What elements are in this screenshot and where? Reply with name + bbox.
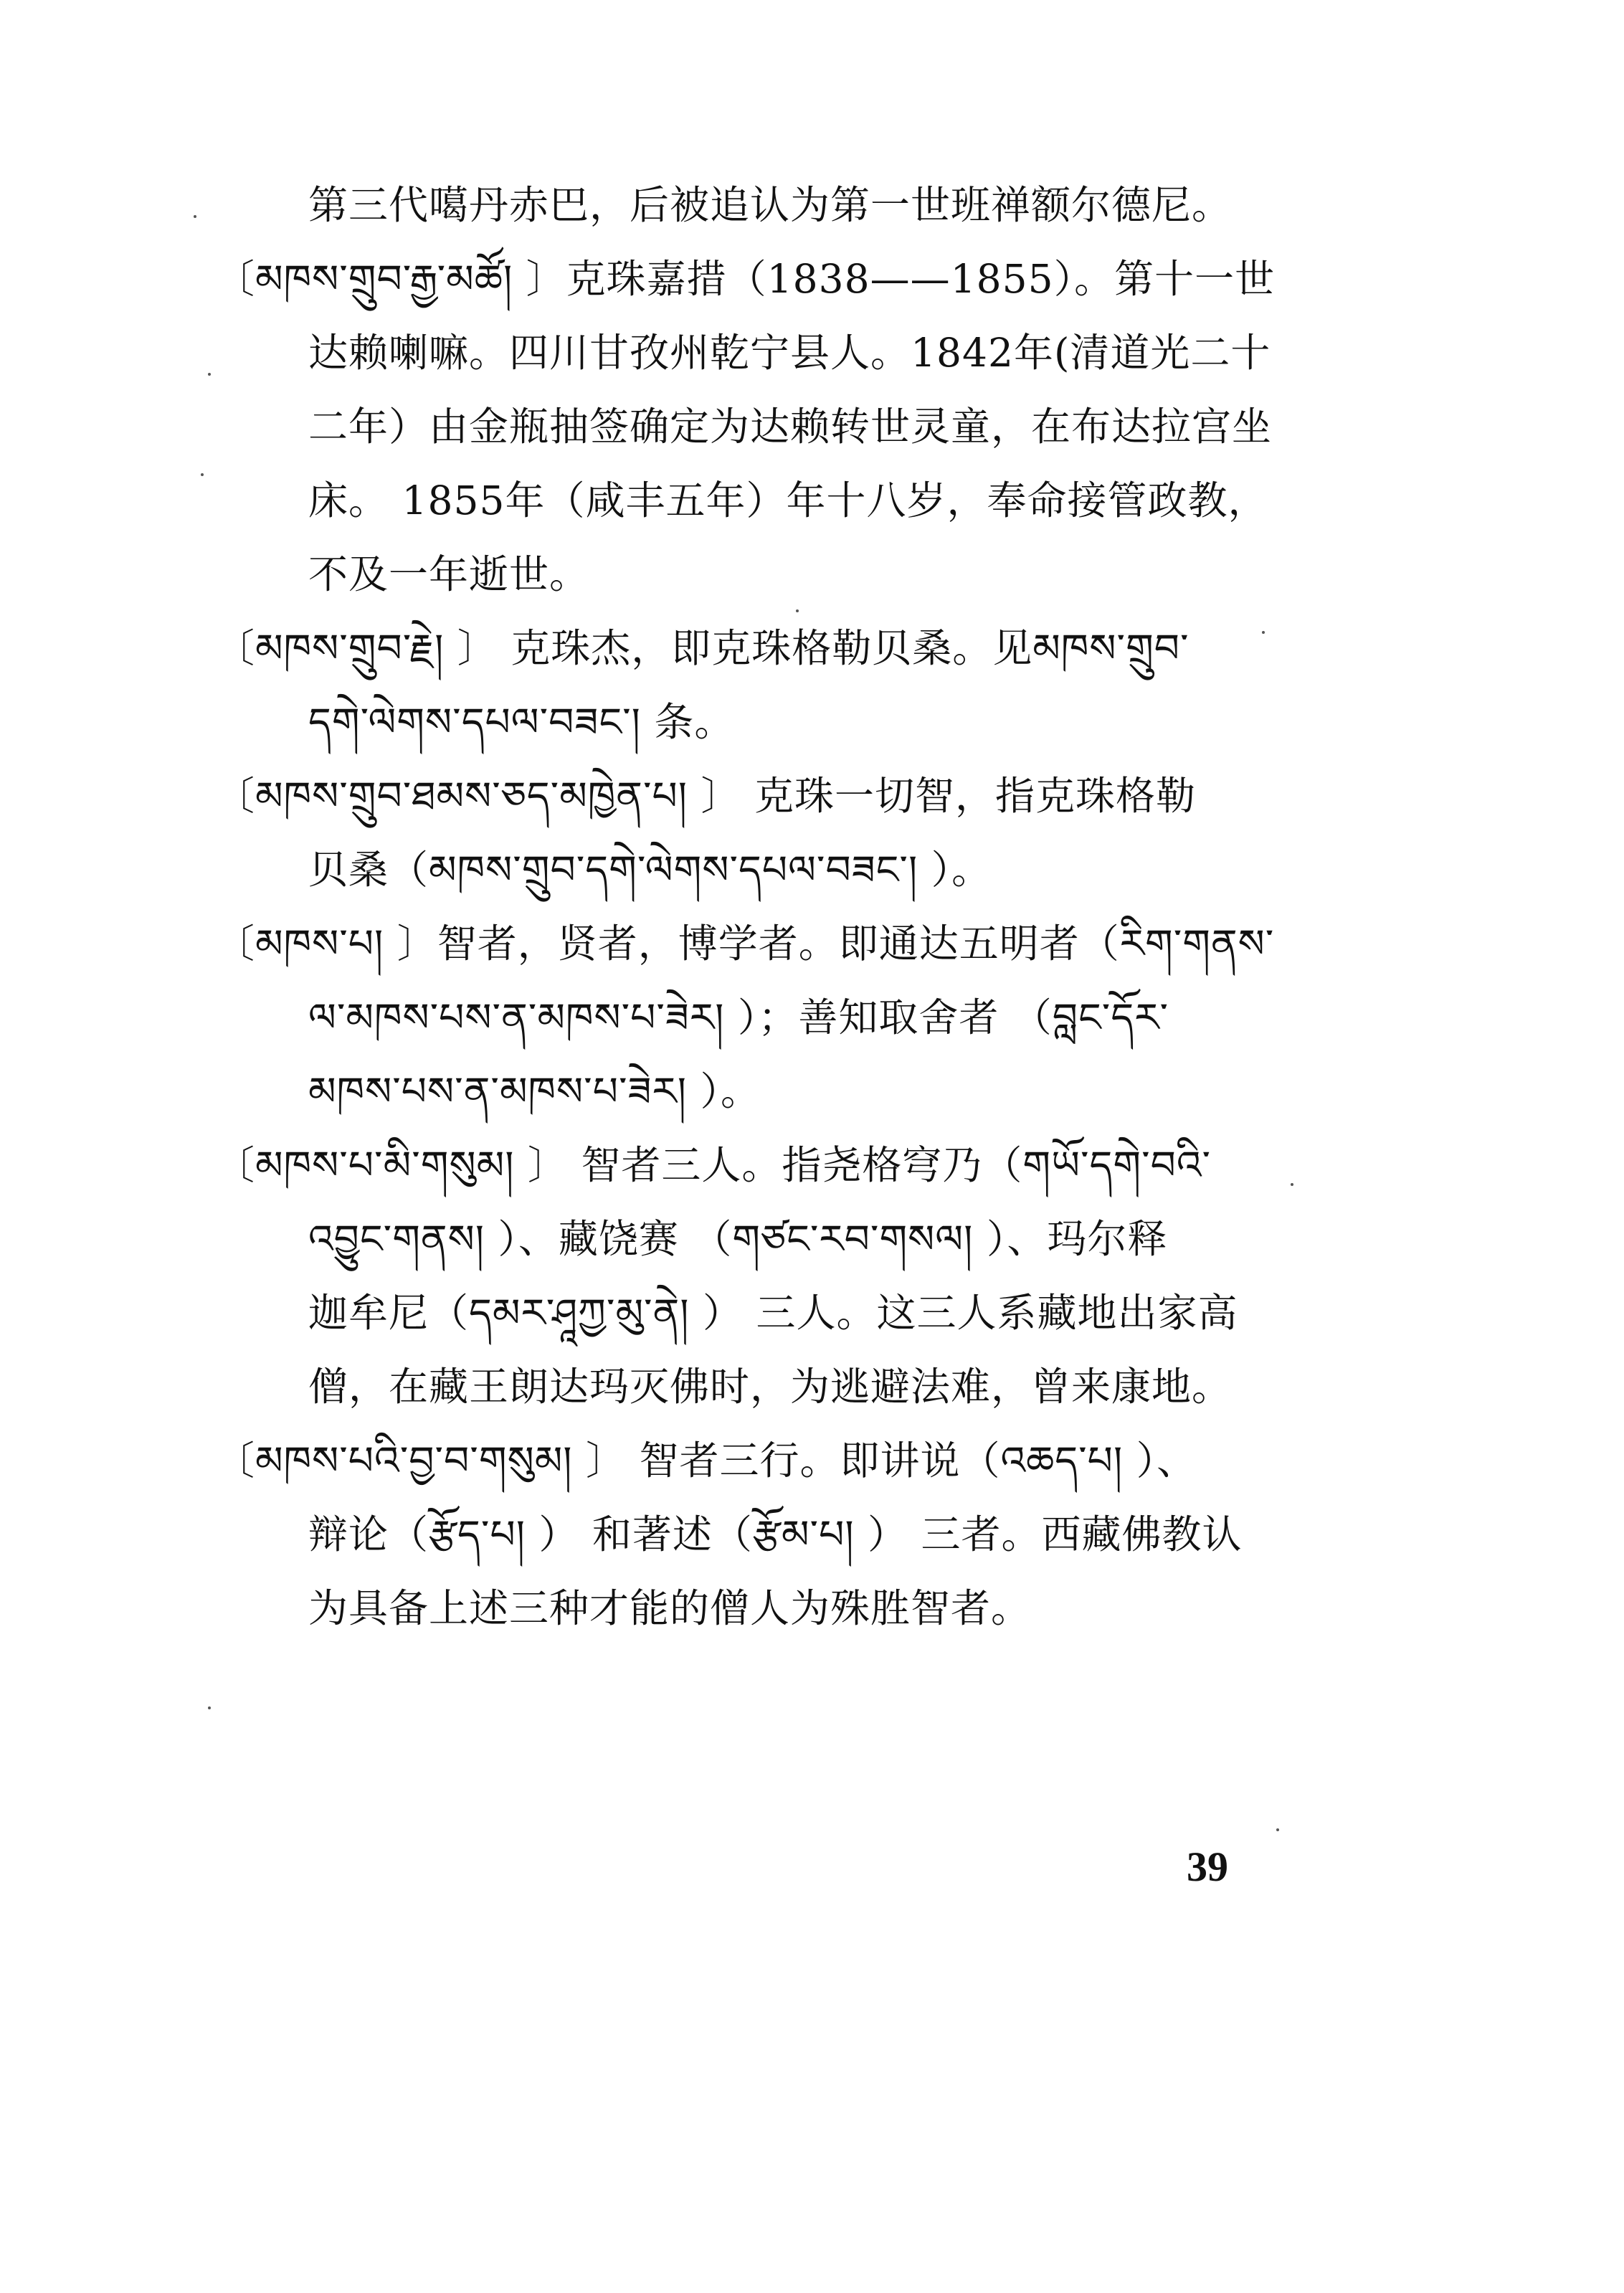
scan-speck xyxy=(1291,1183,1293,1186)
scan-speck xyxy=(208,1706,211,1709)
scan-speck xyxy=(194,215,196,218)
text-line: 床。 1855年（咸丰五年）年十八岁，奉命接管政教， xyxy=(308,478,1268,523)
text-line: 辩论（རྩོད་པ། ） 和著述（རྩོམ་པ། ） 三者。西藏佛教认 xyxy=(308,1511,1243,1557)
text-line: 僧，在藏王朗达玛灭佛时，为逃避法难，曾来康地。 xyxy=(308,1364,1233,1410)
text-line: དགེ་ལེགས་དཔལ་བཟང་། 条。 xyxy=(308,699,735,745)
dictionary-entries xyxy=(215,168,1305,1646)
text-line: 迦牟尼（དམར་ཤཱཀྱ་མུ་ནེ། ） 三人。这三人系藏地出家高 xyxy=(308,1290,1238,1336)
scan-speck xyxy=(208,373,211,376)
text-line: ལ་མཁས་པས་ན་མཁས་པ་ཟེར། ）；善知取舍者 （བླང་དོར་ xyxy=(308,994,1169,1040)
entry-headline: 〔མཁས་པའི་བྱ་བ་གསུམ། 〕 智者三行。即讲说（འཆད་པ། ）、 xyxy=(215,1438,1197,1483)
scan-speck xyxy=(796,609,799,612)
text-line: མཁས་པས་ན་མཁས་པ་ཟེར། ）。 xyxy=(308,1068,761,1114)
text-line: 达赖喇嘛。四川甘孜州乾宁县人。1842年(清道光二十 xyxy=(308,330,1271,376)
entry-headline: 〔མཁས་པ་མི་གསུམ། 〕 智者三人。指尧格穹乃（གཡོ་དགེ་བའི་ xyxy=(215,1142,1212,1188)
scan-speck xyxy=(1276,1828,1279,1831)
text-line: 为具备上述三种才能的僧人为殊胜智者。 xyxy=(308,1585,1032,1631)
entry-headline: 〔མཁས་གྲུབ་རྒྱ་མཚོ། 〕克珠嘉措（1838——1855）。第十一世 xyxy=(215,256,1276,302)
text-line: 第三代噶丹赤巴，后被追认为第一世班禅额尔德尼。 xyxy=(308,182,1233,228)
text-line: འབྱུང་གནས། ）、藏饶赛 （གཙང་རབ་གསལ། ）、玛尔释 xyxy=(308,1216,1168,1262)
scan-speck xyxy=(1262,631,1265,634)
entry-headline: 〔མཁས་གྲུབ་རྗེ། 〕 克珠杰，即克珠格勒贝桑。见མཁས་གྲུབ་ xyxy=(215,625,1189,671)
text-line: 贝桑（མཁས་གྲུབ་དགེ་ལེགས་དཔལ་བཟང་། ）。 xyxy=(308,847,992,893)
text-line: 二年）由金瓶抽签确定为达赖转世灵童，在布达拉宫坐 xyxy=(308,404,1273,450)
entry-headline: 〔མཁས་པ། 〕智者，贤者，博学者。即通达五明者（རིག་གནས་ xyxy=(215,921,1275,967)
scan-speck xyxy=(201,473,204,476)
page-number: 39 xyxy=(1187,1843,1228,1890)
text-line: 不及一年逝世。 xyxy=(308,551,590,597)
entry-headline: 〔མཁས་གྲུབ་ཐམས་ཅད་མཁྱེན་པ། 〕 克珠一切智，指克珠格勒 xyxy=(215,773,1196,819)
